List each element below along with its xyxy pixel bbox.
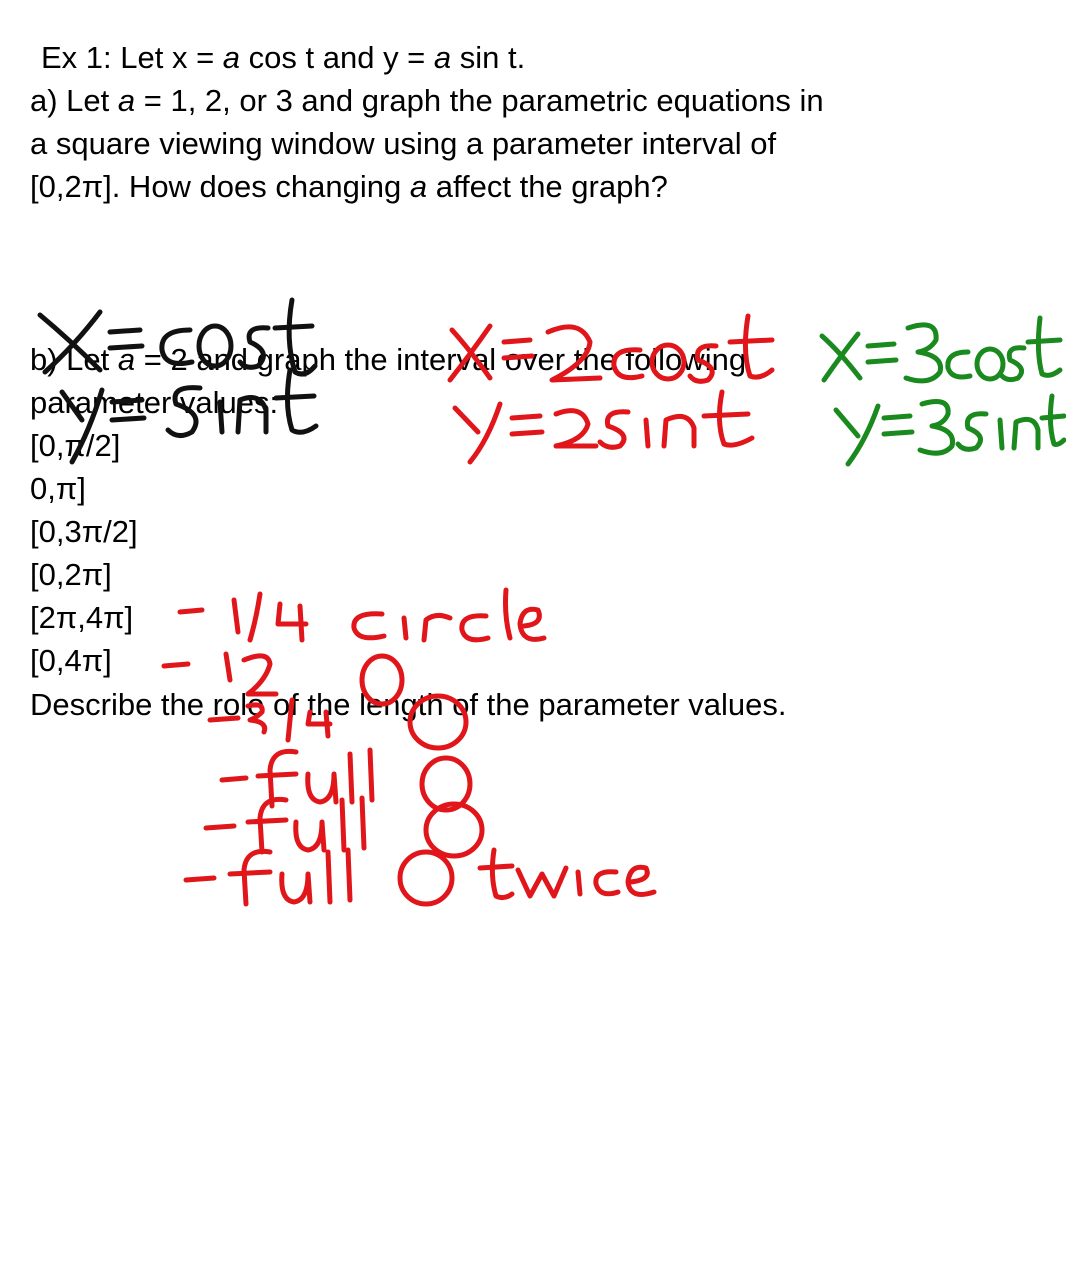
- ink-stroke: [1002, 348, 1024, 380]
- ink-stroke: [260, 799, 286, 852]
- ink-stroke: [512, 416, 540, 418]
- ink-stroke: [520, 609, 544, 639]
- interval-item: [0,π/2]: [30, 428, 121, 463]
- ink-stroke: [278, 604, 306, 624]
- ink-stroke: [884, 416, 910, 418]
- ink-stroke: [948, 352, 970, 377]
- part-a-text: = 1, 2, or 3 and graph the parametric equations in: [135, 83, 824, 118]
- part-a-line-3: [30, 167, 668, 207]
- ink-stroke: [506, 590, 511, 638]
- ink-stroke: [518, 868, 566, 896]
- title-suffix: sin t.: [451, 40, 526, 75]
- ink-stroke: [244, 851, 270, 904]
- ink-stroke: [282, 874, 310, 902]
- ink-stroke: [455, 408, 478, 432]
- ink-stroke: [328, 852, 330, 902]
- ink-stroke: [868, 360, 896, 362]
- part-a-text: affect the graph?: [427, 169, 668, 204]
- ink-stroke: [276, 396, 314, 398]
- ink-stroke: [958, 414, 986, 450]
- ink-stroke: [426, 804, 482, 856]
- ink-stroke: [226, 654, 230, 680]
- ink-stroke: [512, 432, 542, 434]
- ink-stroke: [230, 872, 270, 874]
- example-title: [41, 38, 525, 78]
- ink-stroke: [719, 392, 752, 445]
- ink-stroke: [250, 594, 260, 640]
- part-b-line-1: [30, 340, 746, 380]
- part-a-var: a: [117, 83, 136, 118]
- ink-stroke: [704, 414, 748, 416]
- ink-stroke: [646, 420, 648, 446]
- part-b-line-2: parameter values:: [30, 385, 279, 420]
- red-equations-ink: [450, 316, 772, 462]
- ink-stroke: [1038, 318, 1060, 375]
- ink-stroke: [275, 326, 312, 328]
- ink-stroke: [300, 606, 302, 640]
- ink-stroke: [308, 774, 336, 802]
- ink-stroke: [745, 316, 772, 377]
- interval-item: [0,2π]: [30, 557, 112, 592]
- ink-stroke: [342, 800, 344, 850]
- ink-stroke: [424, 615, 450, 640]
- title-var-a: a: [433, 40, 452, 75]
- ink-stroke: [600, 412, 628, 448]
- part-b-closing: Describe the role of the length of the parameter values.: [30, 687, 787, 722]
- ink-stroke: [1028, 340, 1060, 342]
- title-prefix: Ex 1: Let x =: [41, 40, 223, 75]
- ink-stroke: [296, 822, 324, 850]
- interval-item: [0,3π/2]: [30, 514, 138, 549]
- interval-item: [0,4π]: [30, 643, 112, 678]
- ink-stroke: [164, 664, 188, 666]
- answers-ink: [164, 590, 654, 904]
- ink-stroke: [664, 416, 694, 446]
- ink-stroke: [110, 330, 140, 332]
- ink-stroke: [1014, 419, 1038, 448]
- ink-stroke: [422, 758, 470, 810]
- part-b-text: = 2 and graph the interval over the following: [135, 342, 747, 377]
- ink-stroke: [492, 850, 512, 898]
- ink-stroke: [350, 754, 352, 802]
- part-a-var: a: [409, 169, 428, 204]
- ink-stroke: [400, 852, 452, 904]
- ink-stroke: [206, 826, 234, 828]
- ink-stroke: [556, 411, 596, 446]
- ink-stroke: [1000, 420, 1002, 448]
- ink-stroke: [1050, 396, 1064, 445]
- ink-stroke: [480, 866, 512, 868]
- part-a-text: a) Let: [30, 83, 118, 118]
- ink-stroke: [234, 600, 238, 632]
- ink-stroke: [977, 349, 1003, 379]
- ink-stroke: [596, 872, 618, 894]
- ink-stroke: [258, 774, 296, 776]
- ink-stroke: [578, 872, 580, 894]
- title-mid: cos t and y =: [240, 40, 434, 75]
- ink-stroke: [354, 614, 384, 638]
- interval-item: [2π,4π]: [30, 600, 134, 635]
- ink-stroke: [920, 402, 953, 454]
- ink-stroke: [884, 432, 912, 434]
- ink-stroke: [180, 610, 202, 612]
- green-equations-ink: [822, 318, 1064, 464]
- ink-stroke: [848, 406, 878, 464]
- part-b-text: b) Let: [30, 342, 118, 377]
- ink-stroke: [824, 334, 858, 380]
- ink-stroke: [362, 798, 364, 848]
- ink-stroke: [1042, 416, 1064, 418]
- part-a-line-1: [30, 81, 824, 121]
- ink-stroke: [868, 344, 894, 346]
- ink-stroke: [836, 410, 858, 436]
- ink-stroke: [628, 867, 654, 894]
- ink-stroke: [186, 878, 214, 880]
- ink-stroke: [470, 404, 500, 462]
- ink-stroke: [270, 751, 296, 806]
- part-a-line-2: a square viewing window using a parameter interval of: [30, 126, 777, 161]
- ink-stroke: [906, 325, 941, 381]
- interval-item: 0,π]: [30, 471, 86, 506]
- ink-stroke: [248, 820, 286, 822]
- ink-stroke: [462, 616, 488, 640]
- ink-stroke: [404, 618, 406, 638]
- ink-stroke: [222, 778, 246, 780]
- part-b-var: a: [117, 342, 136, 377]
- part-a-text: [0,2π]. How does changing: [30, 169, 410, 204]
- ink-stroke: [348, 850, 350, 900]
- ink-stroke: [822, 336, 860, 378]
- title-var-a: a: [222, 40, 241, 75]
- ink-stroke: [370, 750, 372, 800]
